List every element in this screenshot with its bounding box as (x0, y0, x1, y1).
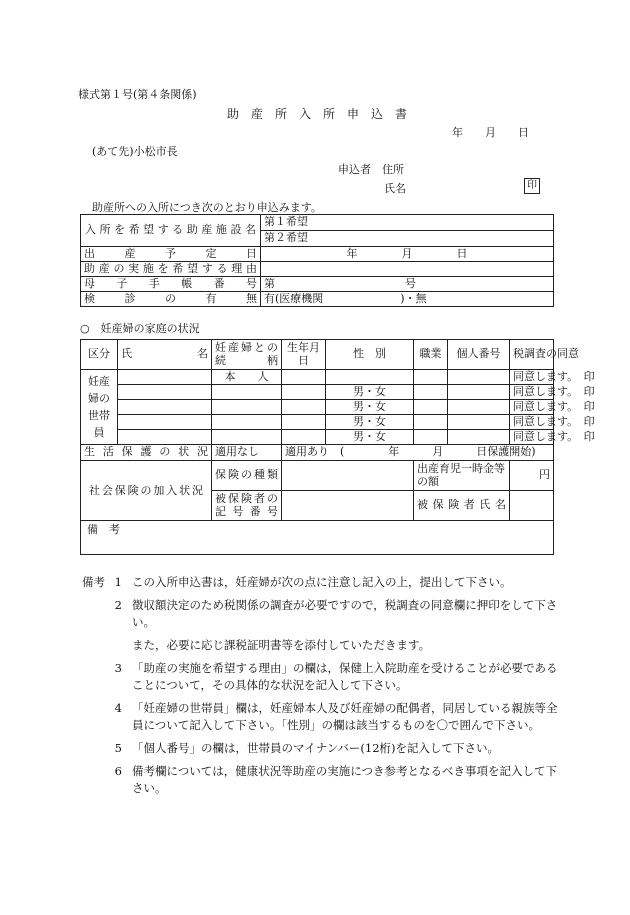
header-job: 職業 (414, 340, 448, 370)
welfare-applied[interactable]: 適用あり ( 年 月 日保護開始) (282, 445, 554, 461)
member-relation-field[interactable] (212, 400, 282, 415)
header-birth: 生年月日 (282, 340, 326, 370)
handbook-prefix: 第 (264, 276, 275, 290)
date-line: 年 月 日 (452, 126, 529, 139)
member-name-field[interactable] (118, 400, 212, 415)
sex-option[interactable]: 男・女 (326, 400, 414, 415)
note-number (82, 637, 132, 654)
member-name-field[interactable] (118, 430, 212, 445)
insurance-label: 社会保険の加入状況 (81, 461, 212, 521)
checkup-label: 検診の有無 (81, 292, 261, 307)
note-text: また，必要に応じ課税証明書等を添付していただきます。 (132, 638, 431, 652)
choice1-label: 第１希望 (264, 215, 308, 229)
notes-heading: 備考 (82, 575, 105, 589)
consent-cell[interactable]: 同意します。 印 (510, 430, 554, 445)
member-birth-field[interactable] (282, 385, 326, 400)
member-birth-field[interactable] (282, 415, 326, 430)
remarks-field[interactable] (81, 521, 554, 555)
choice2-label: 第２希望 (264, 231, 308, 245)
notes-section (82, 574, 562, 803)
handbook-label: 母子手帳番号 (81, 277, 261, 292)
seal-box[interactable] (524, 178, 540, 194)
member-birth-field[interactable] (282, 400, 326, 415)
member-job-field[interactable] (414, 415, 448, 430)
note-item (82, 574, 562, 591)
consent-cell[interactable]: 同意します。 印 (510, 400, 554, 415)
note-text: 「助産の実施を希望する理由」の欄は，保健上入院助産を受けることが必要であることについて，その具体的な状況を記入して下さい。 (132, 661, 558, 692)
note-item (82, 740, 562, 757)
consent-cell[interactable]: 同意します。 印 (510, 415, 554, 430)
reason-label: 助産の実施を希望する理由 (81, 262, 261, 277)
handbook-suffix: 号 (405, 276, 416, 290)
form-title: 助 産 所 入 所 申 込 書 (227, 107, 408, 121)
insurance-type-label: 保険の種類 (212, 461, 282, 491)
welfare-none[interactable]: 適用なし (212, 445, 282, 461)
checkup-field[interactable]: 有(医療機関 )・無 (261, 292, 554, 307)
note-item (82, 637, 562, 654)
header-kubun: 区分 (81, 340, 118, 370)
member-mynumber-field[interactable] (448, 385, 510, 400)
facility-label: 入所を希望する助産施設名 (81, 215, 261, 247)
note-text: 「個人番号」の欄は，世帯員のマイナンバー(12桁)を記入して下さい。 (132, 741, 499, 755)
note-item (82, 700, 562, 734)
childbirth-allowance-label: 出産育児一時金等の額 (414, 461, 510, 491)
note-number: 4 (114, 701, 122, 715)
sex-option[interactable]: 男・女 (326, 430, 414, 445)
welfare-label: 生活保護の状況 (81, 445, 212, 461)
note-number: 6 (114, 764, 122, 778)
facility-choice-1[interactable] (261, 215, 554, 231)
seal-mark: 印 (524, 178, 540, 194)
handbook-field[interactable] (261, 277, 554, 292)
note-item (82, 763, 562, 797)
member-job-field[interactable] (414, 370, 448, 385)
member-mynumber-field[interactable] (448, 415, 510, 430)
insured-name-field[interactable] (510, 491, 554, 521)
form-number: 様式第１号(第４条関係) (78, 88, 197, 101)
member-relation-field[interactable] (212, 430, 282, 445)
note-number: 1 (114, 575, 122, 589)
insured-name-label: 被保険者氏名 (414, 491, 510, 521)
applicant-address-label: 申込者 住所 (338, 163, 404, 176)
header-sex: 性 別 (326, 340, 414, 370)
note-text: 徴収額決定のため税関係の調査が必要ですので，税調査の同意欄に押印をして下さい。 (132, 598, 558, 629)
due-date-field[interactable]: 年 月 日 (261, 247, 554, 262)
member-mynumber-field[interactable] (448, 400, 510, 415)
note-text: 備考欄については，健康状況等助産の実施につき参考となるべき事項を記入して下さい。 (132, 764, 558, 795)
applicant-name-label: 氏名 (384, 182, 406, 195)
sex-option[interactable]: 男・女 (326, 385, 414, 400)
note-text: この入所申込書は，妊産婦が次の点に注意し記入の上，提出して下さい。 (132, 575, 512, 589)
note-item (82, 597, 562, 631)
facility-choice-2[interactable] (261, 231, 554, 247)
note-text: 「妊産婦の世帯員」欄は，妊産婦本人及び妊産婦の配偶者，同居している親族等全員について記入して下さい。「性別」の欄は該当するものを〇で囲んで下さい。 (132, 701, 558, 732)
member-job-field[interactable] (414, 430, 448, 445)
consent-cell[interactable]: 同意します。 印 (510, 385, 554, 400)
member-name-field[interactable] (118, 385, 212, 400)
member-name-field[interactable] (118, 415, 212, 430)
member-job-field[interactable] (414, 385, 448, 400)
addressee: (あて先)小松市長 (92, 145, 178, 158)
consent-cell[interactable]: 同意します。 印 (510, 370, 554, 385)
member-birth-field[interactable] (282, 370, 326, 385)
reason-field[interactable] (261, 262, 554, 277)
note-item (82, 660, 562, 694)
note-number: 2 (114, 598, 122, 612)
note-number: 3 (114, 661, 122, 675)
member-relation-field[interactable] (212, 385, 282, 400)
insured-number-label: 被保険者の記号番号 (212, 491, 282, 521)
member-sex-field[interactable] (326, 370, 414, 385)
household-side-label: 妊産婦の世帯員 (81, 370, 118, 445)
due-date-label: 出産予定日 (81, 247, 261, 262)
member-relation-field[interactable] (212, 415, 282, 430)
member-relation-field: 本 人 (212, 370, 282, 385)
member-birth-field[interactable] (282, 430, 326, 445)
header-mynumber: 個人番号 (448, 340, 510, 370)
remarks-label: 備 考 (87, 523, 120, 536)
header-relation: 妊産婦との続柄 (212, 340, 282, 370)
member-job-field[interactable] (414, 400, 448, 415)
member-mynumber-field[interactable] (448, 430, 510, 445)
intro-text: 助産所への入所につき次のとおり申込みます。 (92, 201, 322, 214)
application-table (80, 214, 554, 307)
household-table (80, 339, 595, 555)
member-name-field[interactable] (118, 370, 212, 385)
header-consent: 税調査の同意 (510, 340, 554, 370)
childbirth-allowance-field[interactable]: 円 (510, 461, 554, 491)
section-household: ○ 妊産婦の家庭の状況 (80, 322, 200, 335)
header-name: 氏 名 (118, 340, 212, 370)
member-mynumber-field[interactable] (448, 370, 510, 385)
insured-number-field[interactable] (282, 491, 414, 521)
note-number: 5 (114, 741, 122, 755)
insurance-type-field[interactable] (282, 461, 414, 491)
sex-option[interactable]: 男・女 (326, 415, 414, 430)
